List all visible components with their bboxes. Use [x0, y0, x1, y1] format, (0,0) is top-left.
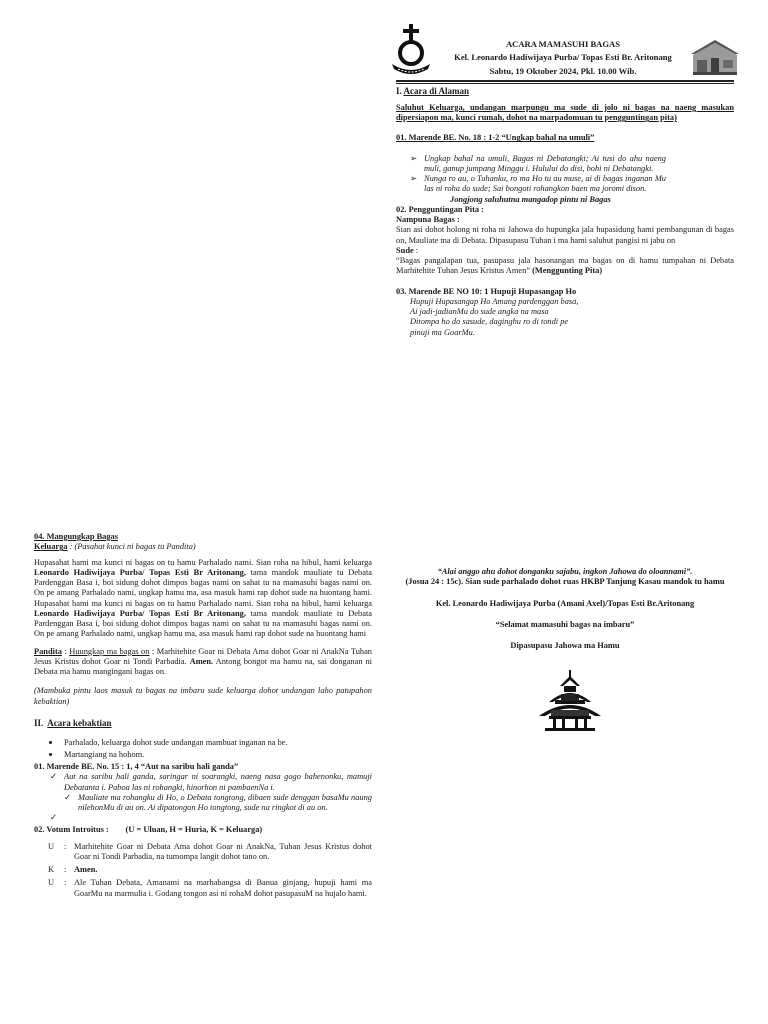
list-item	[34, 813, 372, 823]
header-rule-thick	[396, 80, 734, 82]
song-01-closing: Jongjong saluhutna mangadop pintu ni Bagas	[450, 194, 611, 204]
header-rule-thin	[396, 83, 734, 84]
section-title: Acara di Alaman	[403, 86, 470, 96]
votum-title: 02. Votum Introitus : (U = Uluan, H = Huria, K = Keluarga)	[34, 825, 263, 835]
song-03-title: 03. Marende BE NO 10: 1 Hupuji Hupasangap Ho	[396, 286, 577, 296]
section-heading: I. Acara di Alaman	[396, 86, 470, 96]
song-03-lyrics	[396, 297, 734, 338]
list-item: ➢ Nunga ro au, o Tuhanku, ro ma Ho tu au muse, ai di bagas inganan Mu las ni roha do sude; Sai bongoti rohangkon baen ma joromi dison.	[410, 174, 666, 194]
list-item: ✓ Aut na saribu hali ganda, saringar ni soarangki, naeng nasa gogo bahenonku, mamuji Debatanta i. Paboa las ni rohangki, hinorhon ni pambaenNa i.	[50, 772, 372, 792]
sude-text: “Bagas pangalapan tua, pasupasu jala hasonangan ma bagas on di hamu tumpahan ni Debata Marhitehite Tuhan Jesus Kristus Amen” (Menggunting Pita)	[396, 256, 734, 276]
closing-blessing: Dipasupasu Jahowa ma Hamu	[510, 641, 620, 650]
lyric-line: Ai jadi-jadianMu do sude angka na masa	[410, 307, 549, 317]
item-02-title: 02. Pengguntingan Pita :	[396, 204, 484, 214]
lyric-line: pinuji ma GoarMu.	[410, 327, 475, 337]
pandita-speech: Pandita : Huungkap ma bagas on : Marhitehite Goar ni Debata Ama dohot Goar ni AnakNa Tuhan Jesus Kristus dohot Goar ni Tondi Parbadia. Amen. Antong bongot ma hamu na, sai donganan ni Debata ma hamu mangingani bagas on.	[34, 646, 373, 676]
section-2-bullets	[34, 738, 372, 761]
closing-block	[396, 567, 734, 651]
votum-legend: (U = Uluan, H = Huria, K = Keluarga)	[125, 825, 263, 835]
pandita-note: (Mambuka pintu laos masuk tu bagas na imbaru sude keluarga dohot undangan laho patupahon kebaktian)	[34, 686, 372, 706]
list-item: ➢ Ungkap bahal na umuli, Bagas ni Debatangki; Ai tusi do ahu naeng muli, ganup jumpang Minggu i. Hulului do disi, bohi ni Debatangki.	[410, 153, 666, 173]
speaker-sude: Sude :	[396, 245, 419, 255]
header-date: Sabtu, 19 Oktober 2024, Pkl. 10.00 Wib.	[489, 65, 637, 76]
section-intro: Saluhut Keluarga, undangan marpungu ma sude di jolo ni bagas na naeng masukan dipersiapon ma, kunci rumah, dohot na marpadomuan tu pengguntingan pita)	[396, 102, 734, 123]
list-item: Martangiang na hohom.	[34, 750, 372, 760]
header-family: Kel. Leonardo Hadiwijaya Purba/ Topas Esti Br. Aritonang	[454, 52, 672, 63]
song-01-title: 01. Marende BE. No. 18 : 1-2 “Ungkap bahal na umuli”	[396, 133, 595, 143]
response-row: U : Ale Tuhan Debata, Amanami na marhabangsa di Banua ginjang, hupuji hami ma GoarMu na marmulia i. Godang tongon asi ni rohaM dohot pasupasuM na hujalo hami.	[48, 878, 372, 898]
section-acara-di-alaman	[396, 86, 734, 338]
lyric-line: Ditompa ho do sasude, daginghu ro di tondi pe	[410, 317, 569, 327]
response-row: U : Marhitehite Goar ni Debata Ama dohot Goar ni AnakNa, Tuhan Jesus Kristus dohot Goar ni Tondi Parbadia, na tumompa langit dohot tano on.	[48, 841, 372, 861]
speaker-nampuna-bagas: Nampuna Bagas :	[396, 215, 460, 225]
closing-verse: “Alai anggo ahu dohot donganku sajabu, ingkon Jahowa do oloannami”.	[437, 567, 693, 576]
check-bullet-icon: ✓	[64, 792, 72, 802]
closing-greeting: “Selamat mamasuhi bagas na imbaru”	[495, 619, 635, 629]
response-row: K : Amen.	[48, 865, 98, 875]
closing-family: Kel. Leonardo Hadiwijaya Purba (Amani Axel)/Topas Esti Br.Aritonang	[435, 598, 695, 608]
lyric-line: Hupuji Hupasangap Ho Amang pardenggan basa,	[410, 296, 579, 306]
arrow-bullet-icon: ➢	[410, 153, 418, 163]
song-01-lyrics	[410, 154, 666, 205]
header-title: ACARA MAMASUHI BAGAS	[505, 39, 621, 49]
keluarga-speech: Hupasahat hami ma kunci ni bagas on tu hamu Parhalado nami. Sian roha na hibul, hami keluarga Leonardo Hadiwijaya Purba/ Topas Esti Br Aritonang, tama mandok mauliate tu Debata Pardenggan Basa i, boi sidung dohot dimpos bagas nami on sahat tu na mamasuhi bagas nami on. On pe amang Parhalado nami, ungkap hamu ma, asa masuk hami rap dohot sude na huontang hami. Hupasahat hami ma kunci ni bagas on tu hamu Parhalado nami. Sian roha na hibul, hami keluarga Leonardo Hadiwijaya Purba/ Topas Esti Br Aritonang, tama mandok mauliate tu Debata Pardenggan Basa i, boi sidung dohot dimpos bagas nami on sahat tu na mamasuhi bagas nami on. On pe amang Parhalado nami, ungkap hamu ma, asa masuk hami rap dohot sude na huontang hami	[34, 557, 373, 639]
check-bullet-icon: ✓	[50, 813, 58, 823]
hkbp-cross-logo-icon	[389, 22, 433, 78]
list-item: Parhalado, keluarga dohot sude undangan mambuat inganan na be.	[34, 738, 372, 748]
votum-responses	[34, 842, 372, 899]
nampuna-bagas-text: Sian asi dohot holong ni roha ni Jahowa do hupungka jala hupasidung hami pembangunan di bagas on, Mauliate ma di Debata. Dipasupasu Tuhan i ma hami saluhut pangisi ni jabu on	[396, 225, 734, 245]
header-title-block	[440, 38, 686, 78]
check-bullet-icon: ✓	[50, 772, 58, 782]
item-04-title: 04. Mangungkap Bagas	[34, 532, 119, 541]
list-item: ✓ Mauliate ma rohangku di Ho, o Debata tongtong, dibaen sude denggan basaMu naung nilehonMu di au on. Ai dipatongon Ho tongtong, sude na ringkot di au on.	[64, 792, 372, 813]
action-note: (Menggunting Pita)	[532, 266, 603, 276]
song-s2-01-title: 01. Marende BE. No. 15 : 1, 4 “Aut na saribu hali ganda”	[34, 762, 239, 772]
left-column	[34, 532, 372, 902]
house-icon	[689, 38, 741, 76]
closing-ref: (Josua 24 : 15c). Sian sude parhalado dohot ruas HKBP Tanjung Kasau mandok tu hamu	[405, 577, 725, 587]
section-2-heading: II. Acara kebaktian	[34, 717, 112, 728]
keluarga-line: Keluarga : (Pasahat kunci ni bagas tu Pandita)	[34, 542, 196, 552]
batak-church-icon	[537, 670, 603, 732]
song-s2-01-lyrics	[34, 772, 372, 823]
arrow-bullet-icon: ➢	[410, 174, 418, 184]
